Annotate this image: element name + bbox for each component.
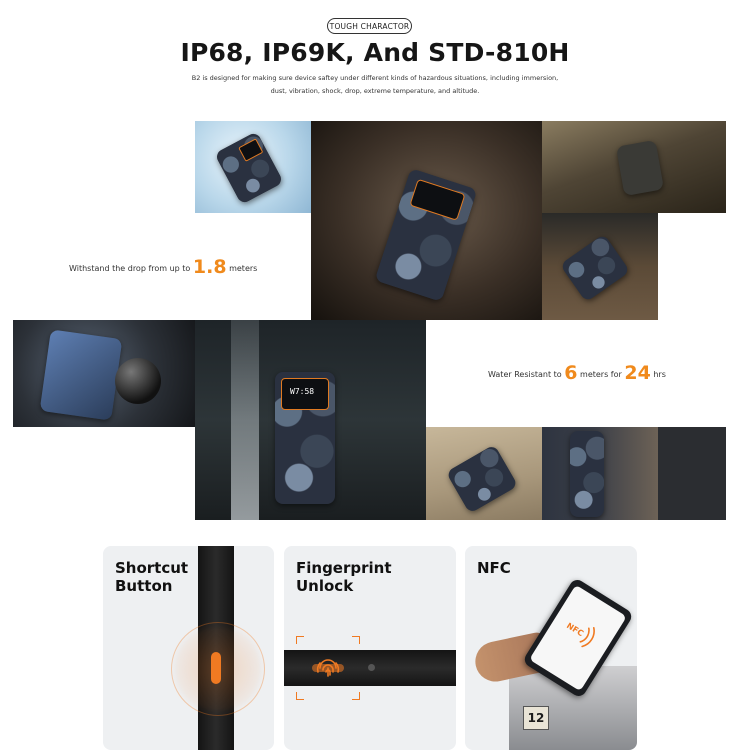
phone-clock: W7:58 <box>290 387 315 396</box>
terminal-label <box>523 706 549 730</box>
phone-image <box>446 444 518 514</box>
feature-title-line-1: Shortcut <box>115 559 189 577</box>
feature-title-fingerprint <box>296 559 392 595</box>
scan-corner <box>352 692 360 700</box>
water-prefix: Water Resistant to <box>488 370 562 379</box>
photo-sand-phone <box>426 427 542 520</box>
drop-value: 1.8 <box>192 256 227 278</box>
page-title: IP68, IP69K, And STD-810H <box>180 38 570 67</box>
drop-unit: meters <box>229 264 258 273</box>
scan-corner <box>296 636 304 644</box>
photo-ice-phone <box>195 121 311 213</box>
feature-card-nfc <box>465 546 637 750</box>
feature-title-nfc <box>477 559 511 577</box>
phone-image <box>560 234 631 303</box>
photo-dark-panel <box>658 427 726 520</box>
phone-image <box>40 329 123 420</box>
phone-image <box>616 140 664 196</box>
nfc-label: NFC <box>564 621 586 639</box>
phone-image <box>214 131 284 205</box>
feature-title-line-2: Unlock <box>296 577 354 595</box>
water-hours: 24 <box>624 362 651 384</box>
drop-caption <box>69 256 257 278</box>
feature-title-line-1: NFC <box>477 559 511 577</box>
water-middle: meters for <box>580 370 622 379</box>
feature-title-line-1: Fingerprint <box>296 559 392 577</box>
description-line-1: B2 is designed for making sure device saftey under different kinds of hazardous situations, including immersion, <box>191 74 559 82</box>
terminal-number: 12 <box>527 711 545 725</box>
feature-card-fingerprint <box>284 546 456 750</box>
phone-image <box>275 372 335 504</box>
description-line-2: dust, vibration, shock, drop, extreme temperature, and altitude. <box>270 87 480 95</box>
scan-corner <box>352 636 360 644</box>
photo-waterfall-phone <box>195 320 426 520</box>
photo-forest-phone <box>542 121 726 213</box>
feature-card-shortcut <box>103 546 274 750</box>
phone-image <box>570 431 604 517</box>
water-depth: 6 <box>564 362 578 384</box>
side-screw <box>368 664 375 671</box>
water-unit: hrs <box>653 370 666 379</box>
photo-pocket-phone <box>542 427 658 520</box>
shortcut-button <box>211 652 221 684</box>
photo-wrecking-ball <box>13 320 195 427</box>
fingerprint-sensor <box>312 664 344 672</box>
phone-image <box>374 168 477 302</box>
wrecking-ball <box>115 358 161 404</box>
photo-rock-phone <box>311 121 542 320</box>
water-caption <box>488 362 666 384</box>
feature-title-shortcut <box>115 559 188 595</box>
drop-prefix: Withstand the drop from up to <box>69 264 191 273</box>
photo-moss-phone <box>542 213 658 320</box>
scan-corner <box>296 692 304 700</box>
category-badge: TOUGH CHARACTOR <box>327 18 412 34</box>
feature-title-line-2: Button <box>115 577 173 595</box>
